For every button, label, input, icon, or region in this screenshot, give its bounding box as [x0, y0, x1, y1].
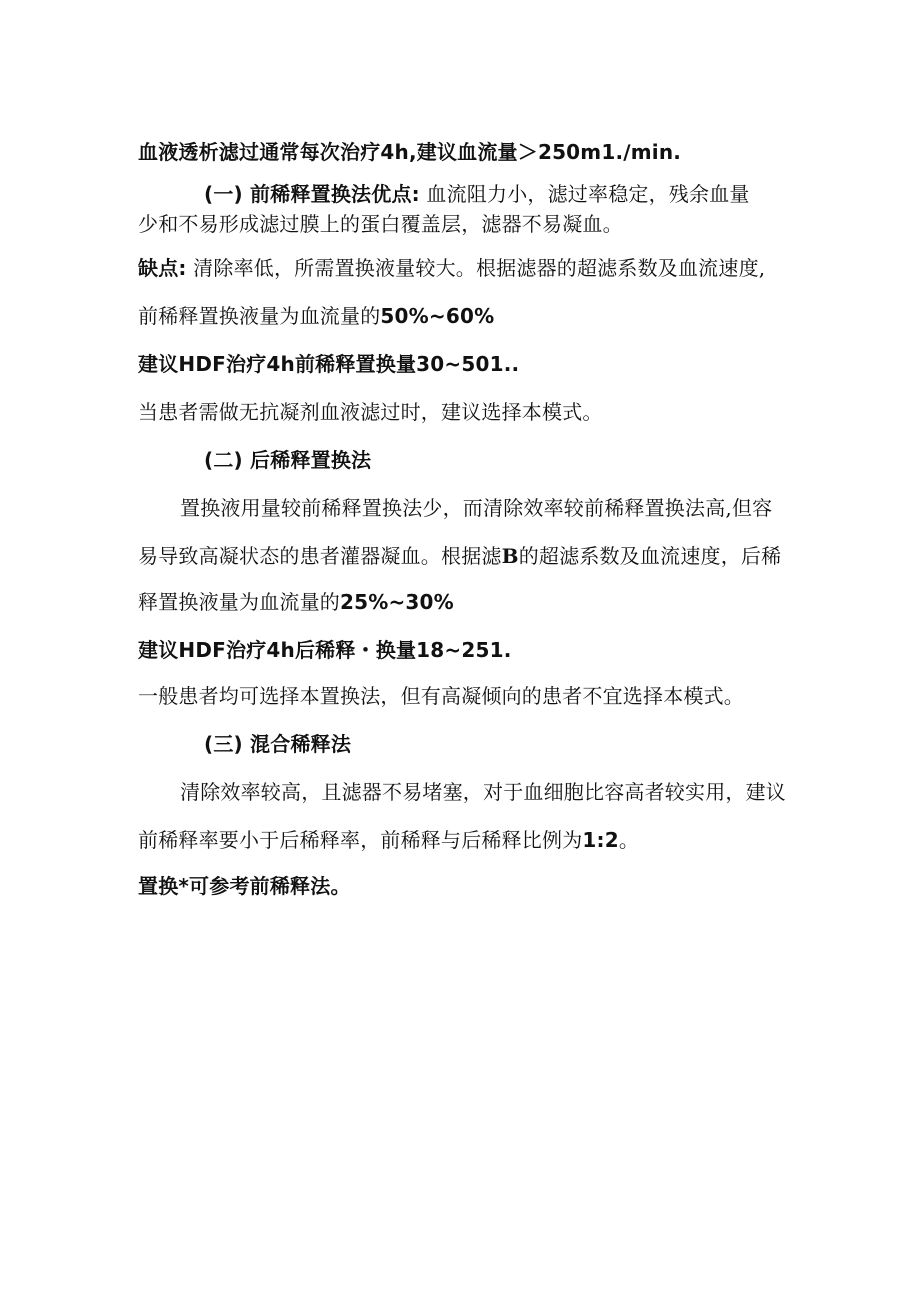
- section2-para-line3: [138, 588, 454, 616]
- section2-note-line: [138, 682, 744, 710]
- section2-recommend-text: 建议HDF治疗4h后稀释・换量18~251.: [138, 638, 512, 662]
- section1-recommend-text: 建议HDF治疗4h前稀释置换量30~501..: [138, 352, 520, 376]
- intro-line: [138, 138, 681, 166]
- section1-heading: (一) 前稀释置换法优点:: [204, 182, 420, 206]
- section1-ratio-value: 50%~60%: [380, 304, 495, 328]
- section1-cons-label: 缺点:: [138, 256, 187, 280]
- intro-text: 血液透析滤过通常每次治疗4h,建议血流量＞250m1.∕min.: [138, 140, 682, 164]
- section1-note-line: [138, 398, 603, 426]
- section3-para-text-2c: 。: [618, 828, 640, 852]
- section2-para-text-2b: B: [501, 544, 519, 568]
- section2-para-text-2c: 的超滤系数及血流速度，后稀: [518, 544, 782, 568]
- section2-para-text-3a: 释置换液量为血流量的: [138, 590, 340, 614]
- section2-para-text-3b: 25%~30%: [340, 590, 454, 614]
- section1-recommend-line: [138, 350, 519, 378]
- section3-para-line2: [138, 826, 639, 854]
- section3-para-text-2b: 1:2: [582, 828, 619, 852]
- section1-advantages-text: 血流阻力小，滤过率稳定，残余血量: [426, 182, 750, 206]
- section1-ratio-line: [138, 302, 494, 330]
- section2-para-text-1: 置换液用量较前稀释置换法少，而清除效率较前稀释置换法高,但容: [180, 496, 773, 520]
- section2-para-line2: [138, 542, 781, 570]
- section2-para-text-2a: 易导致高凝状态的患者灌器凝血。根据滤: [138, 544, 502, 568]
- section1-advantages-line2: [138, 210, 623, 238]
- section1-heading-line: [204, 180, 750, 208]
- section1-cons-text: 清除率低，所需置换液量较大。根据滤器的超滤系数及血流速度,: [193, 256, 766, 280]
- section3-para-line1: [180, 778, 786, 806]
- section3-para-text-1: 清除效率较高，且滤器不易堵塞，对于血细胞比容高者较实用，建议: [180, 780, 786, 804]
- section1-cons-line: [138, 254, 765, 282]
- section1-ratio-text: 前稀释置换液量为血流量的: [138, 304, 381, 328]
- section3-final-text: 置换*可参考前稀释法。: [138, 874, 351, 898]
- section3-heading-line: [204, 730, 351, 758]
- section3-final-line: [138, 872, 351, 900]
- section1-advantages-text-2: 少和不易形成滤过膜上的蛋白覆盖层，滤器不易凝血。: [138, 212, 623, 236]
- section2-note-text: 一般患者均可选择本置换法，但有高凝倾向的患者不宜选择本模式。: [138, 684, 744, 708]
- section2-heading: (二) 后稀释置换法: [204, 448, 372, 472]
- section3-para-text-2a: 前稀释率要小于后稀释率，前稀释与后稀释比例为: [138, 828, 583, 852]
- section2-recommend-line: [138, 636, 512, 664]
- section2-heading-line: [204, 446, 371, 474]
- section3-heading: (三) 混合稀释法: [204, 732, 352, 756]
- section1-note-text: 当患者需做无抗凝剂血液滤过时，建议选择本模式。: [138, 400, 603, 424]
- section2-para-line1: [180, 494, 772, 522]
